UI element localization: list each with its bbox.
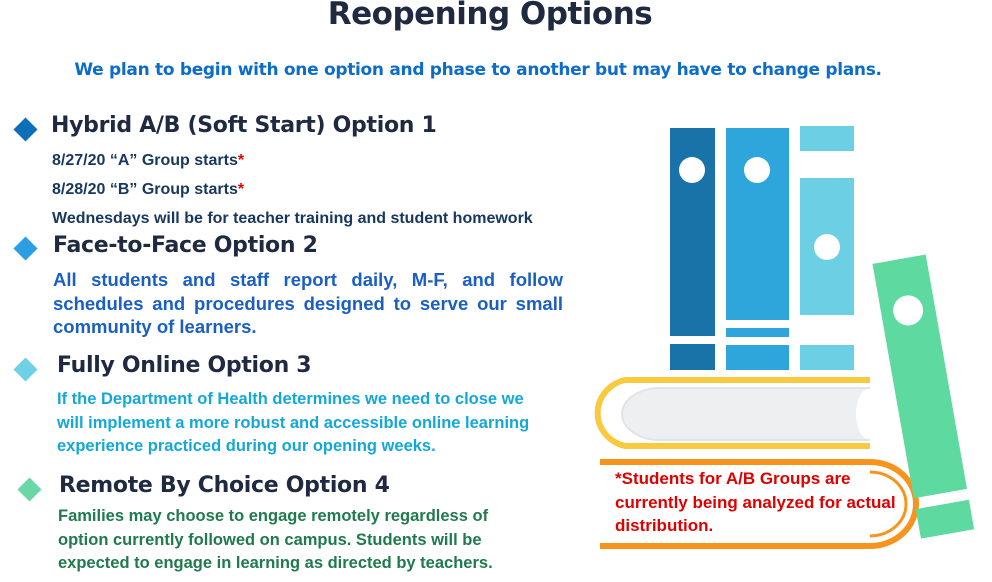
option-3-title: Fully Online Option 3 (57, 353, 312, 378)
option-1-line-1-text: 8/27/20 “A” Group starts (52, 152, 238, 169)
option-2-description: All students and staff report daily, M-F, and follow schedules and procedures designed to serve our small community of learners. (53, 269, 563, 337)
option-1-line-1-asterisk: * (237, 152, 245, 169)
binder-light-blue-icon (800, 126, 854, 370)
binder-dark-blue-icon (670, 128, 715, 370)
yellow-book-icon (598, 380, 870, 446)
option-1-title: Hybrid A/B (Soft Start) Option 1 (51, 113, 437, 138)
binder-blue-icon (726, 128, 789, 370)
option-1-line-2-asterisk: * (237, 181, 245, 198)
page-title: Reopening Options (327, 0, 653, 32)
option-1-line-2-text: 8/28/20 “B” Group starts (52, 181, 238, 198)
option-4-title: Remote By Choice Option 4 (59, 473, 390, 498)
option-2-title: Face-to-Face Option 2 (53, 233, 318, 258)
distribution-note: *Students for A/B Groups are currently being analyzed for actual distribution. (615, 469, 896, 535)
option-1-line-3: Wednesdays will be for teacher training and student homework (52, 210, 533, 227)
option-4-description: Families may choose to engage remotely regardless of option currently followed on campus. Students will be expected to engage in learning as directed by teachers. (58, 507, 493, 572)
page-subtitle: We plan to begin with one option and phase to another but may have to change plans. (74, 60, 882, 80)
option-3-description: If the Department of Health determines we need to close we will implement a more robust and accessible online learning experience practiced during our opening weeks. (57, 390, 530, 455)
